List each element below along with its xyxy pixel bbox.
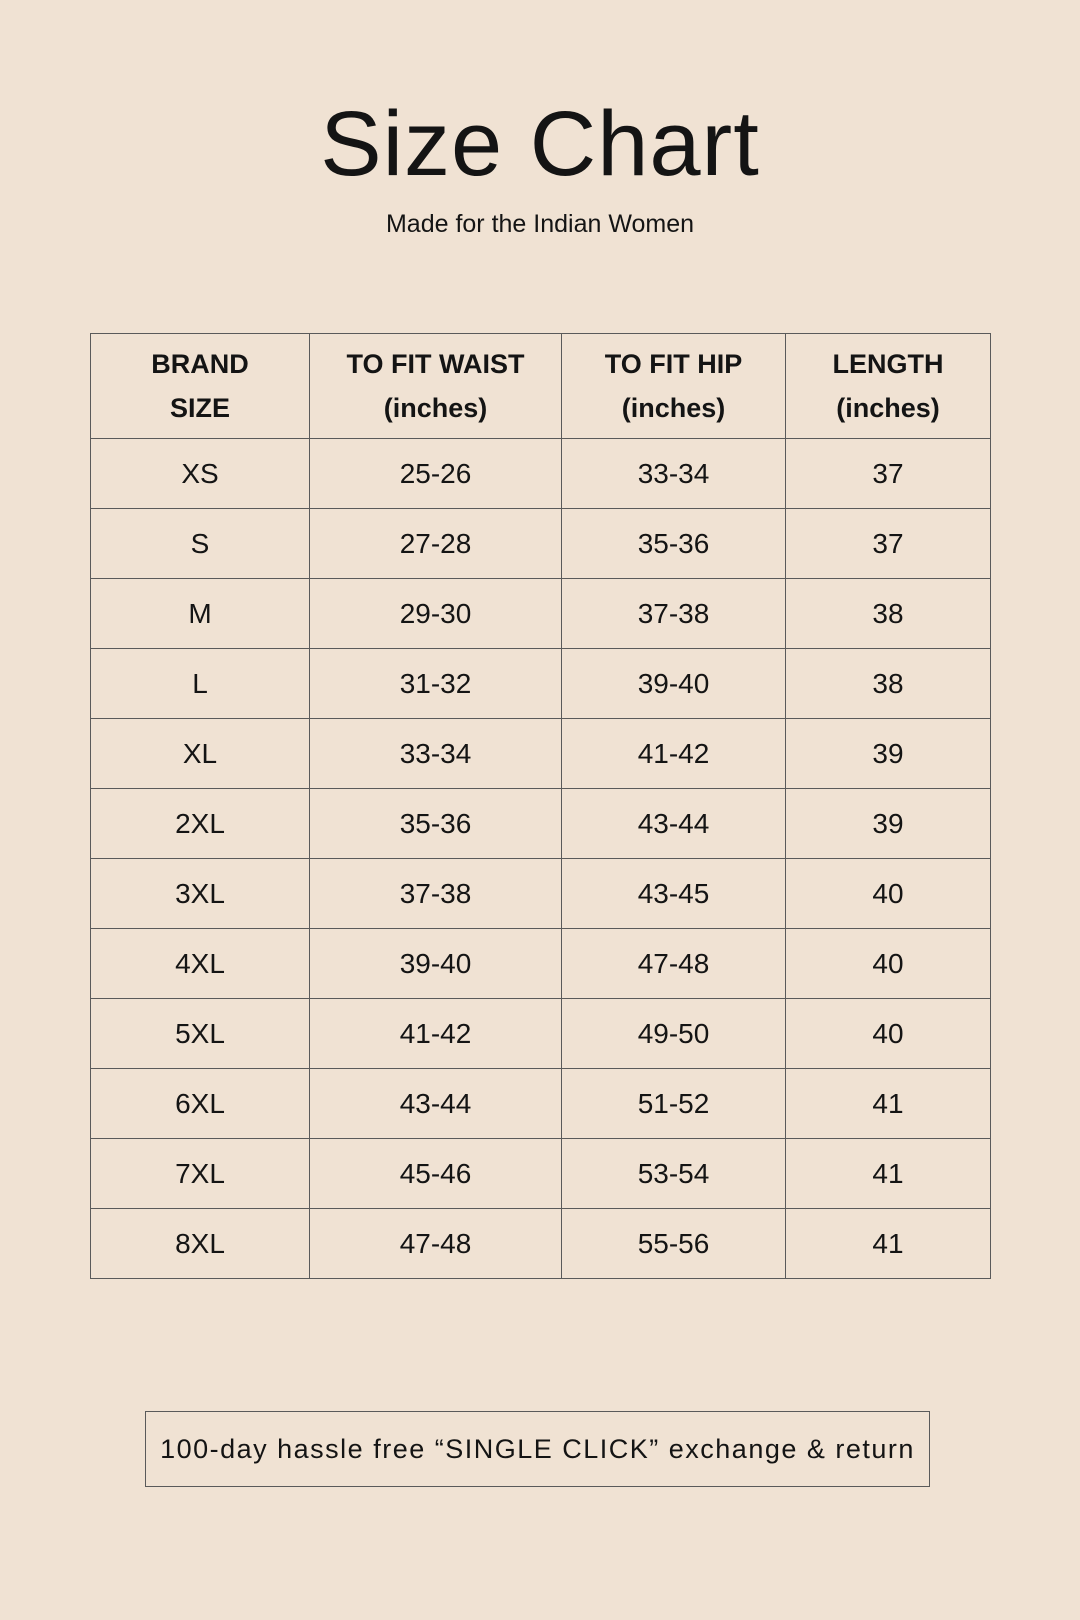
cell-size: 4XL xyxy=(91,929,310,999)
cell-length: 38 xyxy=(786,649,991,719)
cell-length: 40 xyxy=(786,859,991,929)
cell-hip: 43-45 xyxy=(562,859,786,929)
cell-length: 37 xyxy=(786,509,991,579)
exchange-return-text: 100-day hassle free “SINGLE CLICK” exchange & return xyxy=(160,1433,915,1464)
cell-length: 41 xyxy=(786,1139,991,1209)
cell-waist: 31-32 xyxy=(310,649,562,719)
cell-waist: 29-30 xyxy=(310,579,562,649)
cell-hip: 55-56 xyxy=(562,1209,786,1279)
cell-size: 8XL xyxy=(91,1209,310,1279)
cell-size: 7XL xyxy=(91,1139,310,1209)
size-chart-table xyxy=(90,333,991,1279)
cell-size: XL xyxy=(91,719,310,789)
column-header-unit: (inches) xyxy=(836,393,940,423)
column-header-unit: (inches) xyxy=(383,393,488,423)
cell-length: 41 xyxy=(786,1209,991,1279)
table-row xyxy=(91,929,991,999)
cell-hip: 33-34 xyxy=(562,439,786,509)
table-row xyxy=(91,439,991,509)
column-header-hip xyxy=(562,334,786,439)
column-header-unit: SIZE xyxy=(169,393,230,423)
column-header-unit: (inches) xyxy=(621,393,726,423)
table-row xyxy=(91,789,991,859)
table-header-row xyxy=(91,334,991,439)
cell-length: 41 xyxy=(786,1069,991,1139)
cell-waist: 41-42 xyxy=(310,999,562,1069)
cell-size: S xyxy=(91,509,310,579)
column-header-label: TO FIT WAIST xyxy=(346,349,525,379)
cell-hip: 35-36 xyxy=(562,509,786,579)
cell-size: 3XL xyxy=(91,859,310,929)
cell-waist: 39-40 xyxy=(310,929,562,999)
column-header-brand-size xyxy=(91,334,310,439)
column-header-label: TO FIT HIP xyxy=(604,349,743,379)
cell-waist: 37-38 xyxy=(310,859,562,929)
table-row xyxy=(91,859,991,929)
cell-size: 6XL xyxy=(91,1069,310,1139)
table-row xyxy=(91,719,991,789)
cell-waist: 33-34 xyxy=(310,719,562,789)
cell-length: 38 xyxy=(786,579,991,649)
column-header-label: LENGTH xyxy=(832,349,944,379)
column-header-length xyxy=(786,334,991,439)
cell-waist: 27-28 xyxy=(310,509,562,579)
cell-hip: 53-54 xyxy=(562,1139,786,1209)
cell-hip: 39-40 xyxy=(562,649,786,719)
table-row xyxy=(91,509,991,579)
column-header-waist xyxy=(310,334,562,439)
table-row xyxy=(91,1069,991,1139)
cell-length: 39 xyxy=(786,719,991,789)
cell-length: 39 xyxy=(786,789,991,859)
table-row xyxy=(91,649,991,719)
cell-size: L xyxy=(91,649,310,719)
page-subtitle: Made for the Indian Women xyxy=(385,210,695,238)
cell-hip: 43-44 xyxy=(562,789,786,859)
cell-hip: 37-38 xyxy=(562,579,786,649)
cell-hip: 41-42 xyxy=(562,719,786,789)
table-row xyxy=(91,999,991,1069)
column-header-label: BRAND xyxy=(151,349,249,379)
cell-length: 40 xyxy=(786,929,991,999)
cell-hip: 47-48 xyxy=(562,929,786,999)
table-row xyxy=(91,1139,991,1209)
cell-size: 2XL xyxy=(91,789,310,859)
cell-waist: 45-46 xyxy=(310,1139,562,1209)
cell-size: M xyxy=(91,579,310,649)
cell-size: XS xyxy=(91,439,310,509)
table-row xyxy=(91,1209,991,1279)
page-title: Size Chart xyxy=(320,93,760,195)
cell-hip: 49-50 xyxy=(562,999,786,1069)
cell-waist: 25-26 xyxy=(310,439,562,509)
cell-length: 40 xyxy=(786,999,991,1069)
cell-hip: 51-52 xyxy=(562,1069,786,1139)
cell-size: 5XL xyxy=(91,999,310,1069)
cell-waist: 43-44 xyxy=(310,1069,562,1139)
cell-length: 37 xyxy=(786,439,991,509)
table-row xyxy=(91,579,991,649)
cell-waist: 35-36 xyxy=(310,789,562,859)
exchange-return-note xyxy=(145,1411,930,1487)
cell-waist: 47-48 xyxy=(310,1209,562,1279)
